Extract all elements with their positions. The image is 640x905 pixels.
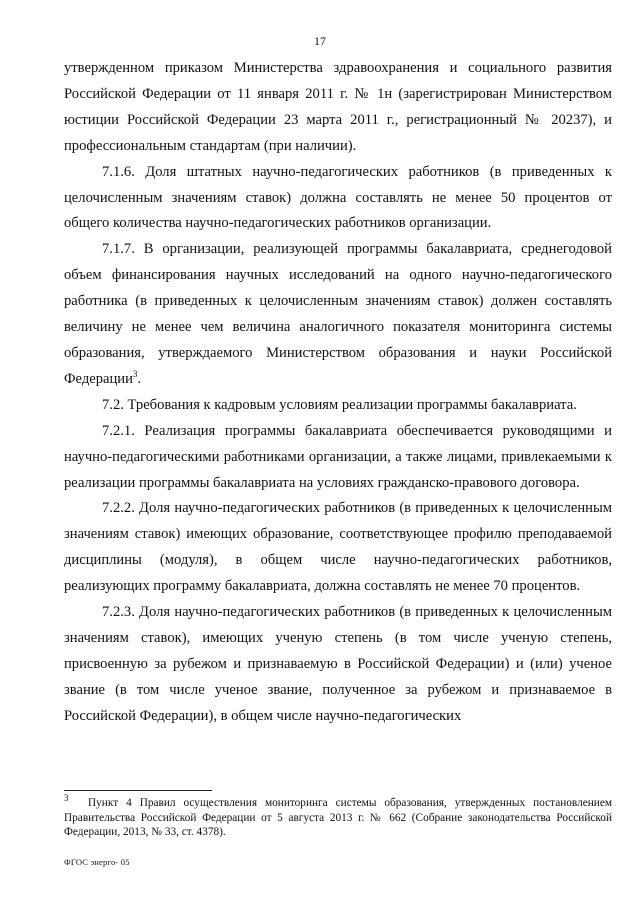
footnote-reference[interactable]: 3 xyxy=(132,369,138,380)
paragraph-7-1-7 xyxy=(64,237,612,392)
footnote xyxy=(64,793,612,840)
paragraph-continuation: утвержденном приказом Министерства здравоохранения и социального развития Российской Федерации от 11 января 2011 г. № 1н (зарегистрирован Министерством юстиции Российской Федерации 23 марта 2011 г., регистрационный № 20237), и профессиональным стандартам (при наличии). xyxy=(64,60,612,154)
paragraph-7-1-6: 7.1.6. Доля штатных научно-педагогических работников (в приведенных к целочисленным значениям ставок) должна составлять не менее 50 процентов от общего количества научно-педагогических работников организации. xyxy=(64,163,612,232)
paragraph-7-2: 7.2. Требования к кадровым условиям реализации программы бакалавриата. xyxy=(102,396,577,413)
footnote-mark-number: 3 xyxy=(64,793,69,804)
footnote-mark xyxy=(64,793,88,811)
paragraph-7-1-7-suffix: . xyxy=(137,370,142,387)
footnote-text: Пункт 4 Правил осуществления мониторинга системы образования, утвержденных постановлением Правительства Российской Федерации от 5 августа 2013 г. № 662 (Собрание законодательства Российской Федерации, 2013, № 33, ст. 4378). xyxy=(64,797,612,838)
paragraph-7-2-3: 7.2.3. Доля научно-педагогических работников (в приведенных к целочисленным значениям ставок), имеющих ученую степень (в том числе ученую степень, присвоенную за рубежом и признаваемую в Российской Федерации) и (или) ученое звание (в том числе ученое звание, полученное за рубежом и признаваемое в Российской Федерации), в общем числе научно-педагогических xyxy=(64,604,612,724)
paragraph-7-1-7-text: 7.1.7. В организации, реализующей программы бакалавриата, среднегодовой объем финансирования научных исследований на одного научно-педагогического работника (в приведенных к целочисленным значениям ставок) должен составлять величину не менее чем величина аналогичного показателя мониторинга системы образования, утверждаемого Министерством образования и науки Российской Федерации xyxy=(64,241,612,387)
page-number: 17 xyxy=(314,34,326,48)
body-text xyxy=(64,56,612,730)
paragraph-7-2-2: 7.2.2. Доля научно-педагогических работников (в приведенных к целочисленным значениям ставок) имеющих образование, соответствующее профилю преподаваемой дисциплины (модуля), в общем числе научно-педагогических работников, реализующих программу бакалавриата, должна составлять не менее 70 процентов. xyxy=(64,500,612,595)
document-code: ФГОС энерго- 05 xyxy=(64,857,130,867)
paragraph-7-2-1: 7.2.1. Реализация программы бакалавриата обеспечивается руководящими и научно-педагогическими работниками организации, а также лицами, привлекаемыми к реализации программы бакалавриата на условиях гражданско-правового договора. xyxy=(64,422,612,491)
footnote-divider xyxy=(64,790,212,791)
